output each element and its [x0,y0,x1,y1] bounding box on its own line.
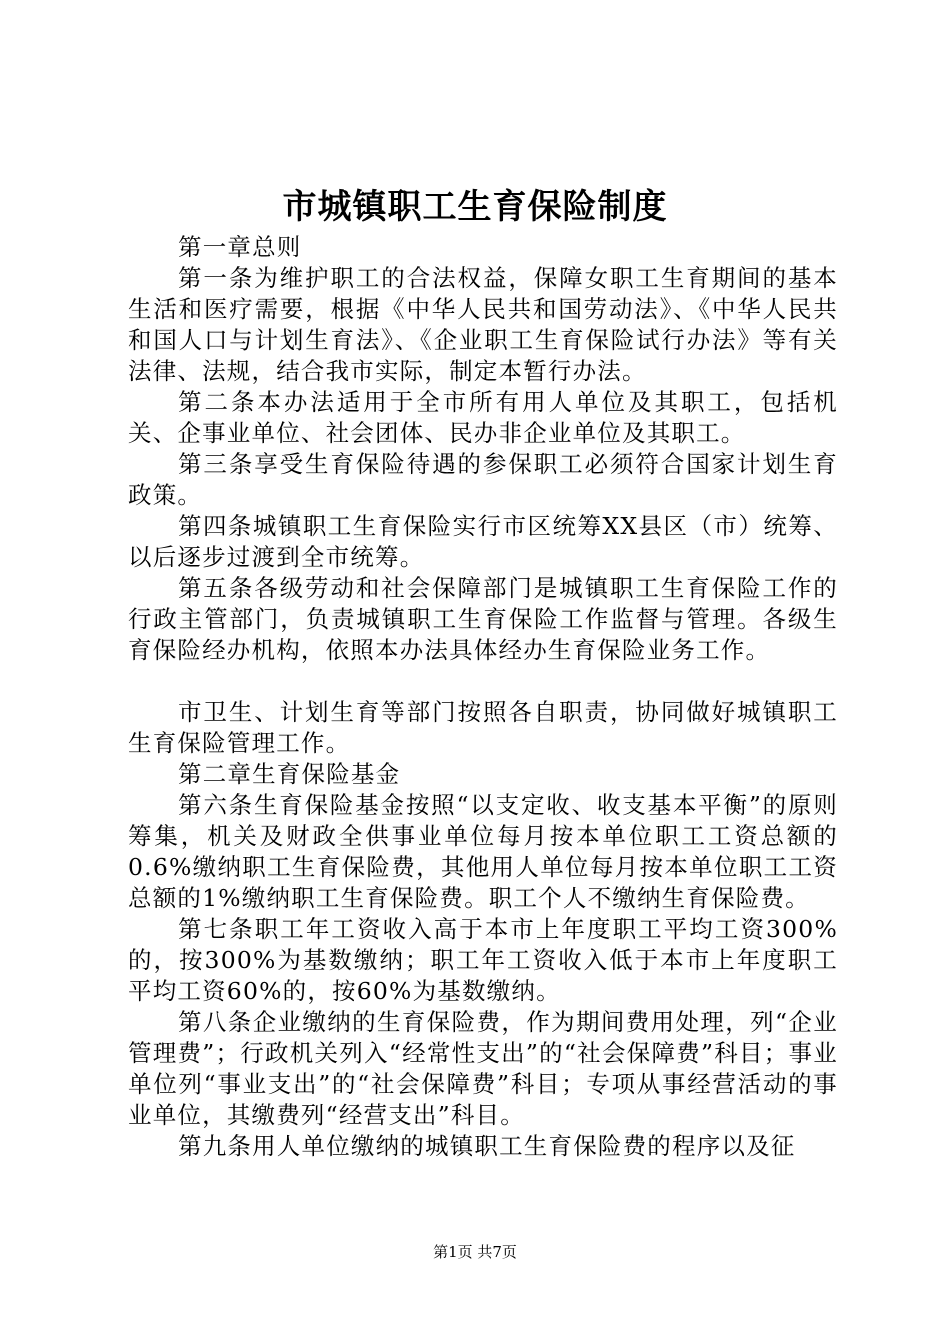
article-paragraph: 第八条企业缴纳的生育保险费，作为期间费用处理，列“企业管理费”；行政机关列入“经常性支出”的“社会保障费”科目；事业单位列“事业支出”的“社会保障费”科目；专项从事经营活动的事业单位，其缴费列“经营支出”科目。 [128,1008,838,1129]
page-footer: 第1页 共7页 [433,1243,517,1261]
article-paragraph: 第四条城镇职工生育保险实行市区统筹XX县区（市）统筹、以后逐步过渡到全市统筹。 [128,512,838,571]
chapter-heading: 第二章生育保险基金 [178,760,401,788]
article-paragraph: 第五条各级劳动和社会保障部门是城镇职工生育保险工作的行政主管部门，负责城镇职工生育保险工作监督与管理。各级生育保险经办机构，依照本办法具体经办生育保险业务工作。 [128,574,838,664]
document-title: 市城镇职工生育保险制度 [282,187,668,227]
article-paragraph: 第二条本办法适用于全市所有用人单位及其职工，包括机关、企事业单位、社会团体、民办非企业单位及其职工。 [128,388,838,447]
article-paragraph: 第七条职工年工资收入高于本市上年度职工平均工资300%的，按300%为基数缴纳；职工年工资收入低于本市上年度职工平均工资60%的，按60%为基数缴纳。 [128,915,838,1005]
body-paragraph: 市卫生、计划生育等部门按照各自职责，协同做好城镇职工生育保险管理工作。 [128,698,838,757]
article-paragraph: 第三条享受生育保险待遇的参保职工必须符合国家计划生育政策。 [128,450,838,509]
chapter-heading: 第一章总则 [178,233,302,261]
article-paragraph: 第一条为维护职工的合法权益，保障女职工生育期间的基本生活和医疗需要，根据《中华人民共和国劳动法》、《中华人民共和国人口与计划生育法》、《企业职工生育保险试行办法》等有关法律、法规，结合我市实际，制定本暂行办法。 [128,264,838,385]
article-paragraph: 第六条生育保险基金按照“以支定收、收支基本平衡”的原则筹集，机关及财政全供事业单位每月按本单位职工工资总额的0.6%缴纳职工生育保险费，其他用人单位每月按本单位职工工资总额的1%缴纳职工生育保险费。职工个人不缴纳生育保险费。 [128,791,838,912]
article-paragraph: 第九条用人单位缴纳的城镇职工生育保险费的程序以及征 [178,1132,796,1160]
document-body [128,232,838,1162]
